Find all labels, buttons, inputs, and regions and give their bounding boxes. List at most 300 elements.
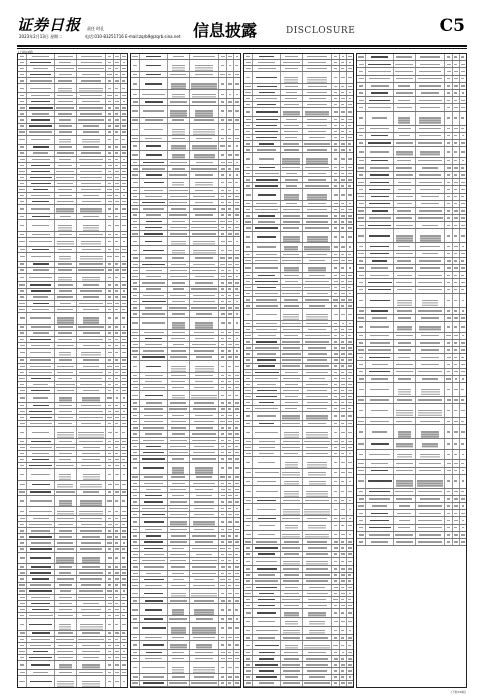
table-cell-text: [255, 347, 279, 348]
table-cell: [460, 376, 466, 382]
table-cell: [394, 294, 416, 307]
table-cell: [281, 445, 303, 450]
table-cell: [106, 553, 113, 564]
table-cell: [168, 444, 190, 449]
table-cell-text: [108, 107, 112, 108]
table-cell-text: [447, 342, 450, 343]
table-cell-text: [246, 323, 249, 324]
table-cell: [357, 279, 366, 285]
table-cell: [106, 576, 113, 581]
table-cell: [253, 232, 281, 243]
table-cell-text: [235, 682, 238, 683]
table-cell-text: [246, 179, 249, 180]
table-cell-text: [20, 269, 24, 270]
table-cell-text: [195, 202, 213, 203]
table-column: [243, 53, 354, 688]
table-cell: [55, 84, 77, 92]
table-cell: [114, 66, 121, 71]
table-cell: [357, 61, 366, 67]
table-cell: [445, 503, 452, 509]
table-cell-text: [447, 142, 450, 143]
table-cell-text: [19, 139, 24, 140]
table-cell: [366, 450, 394, 460]
table-cell: [27, 619, 55, 630]
table-cell-text: [172, 221, 185, 222]
table-cell-text: [235, 600, 239, 601]
table-cell-text: [371, 196, 389, 197]
table-cell: [445, 222, 452, 228]
table-cell-text: [341, 658, 344, 659]
table-cell-text: [418, 142, 441, 143]
table-cell-text: [32, 56, 49, 57]
table-cell: [340, 102, 347, 107]
table-cell: [281, 364, 303, 369]
table-cell-text: [108, 557, 112, 558]
table-cell: [460, 425, 466, 438]
table-cell: [106, 439, 113, 444]
table-cell: [357, 460, 366, 466]
table-cell: [416, 243, 446, 249]
table-cell: [253, 516, 281, 521]
table-row: [357, 475, 466, 489]
table-cell-text: [59, 500, 72, 501]
table-cell: [253, 297, 281, 302]
table-cell: [253, 90, 281, 95]
table-cell-text: [115, 131, 118, 132]
table-cell-text: [30, 584, 51, 585]
table-cell-text: [78, 432, 104, 433]
table-cell: [27, 54, 55, 59]
table-cell: [340, 279, 347, 284]
table-cell: [114, 481, 121, 489]
table-cell-text: [447, 275, 450, 276]
table-cell: [332, 382, 339, 387]
table-cell-text: [122, 107, 125, 108]
table-cell-text: [348, 621, 351, 622]
table-cell: [244, 243, 253, 251]
table-cell-text: [122, 459, 125, 460]
table-cell-text: [309, 481, 326, 482]
table-cell: [253, 279, 281, 284]
table-row: [357, 133, 466, 140]
table-cell: [140, 456, 168, 461]
table-cell-text: [398, 182, 411, 183]
table-cell-text: [235, 427, 238, 428]
table-cell-text: [115, 345, 118, 346]
table-cell-text: [334, 553, 337, 554]
table-cell: [131, 293, 140, 298]
table-cell-text: [145, 138, 163, 139]
table-cell: [18, 528, 27, 533]
table-cell-text: [221, 627, 224, 628]
table-cell: [168, 674, 190, 679]
table-cell-text: [58, 277, 72, 278]
table-cell-text: [142, 282, 165, 283]
table-cell-text: [246, 637, 250, 638]
table-cell: [416, 489, 446, 495]
table-cell-text: [341, 534, 345, 535]
table-cell-text: [228, 208, 231, 209]
table-cell: [253, 573, 281, 578]
table-cell: [253, 225, 281, 230]
table-cell-text: [144, 129, 163, 130]
table-cell: [131, 379, 140, 384]
table-cell-text: [334, 173, 338, 174]
table-cell: [347, 285, 353, 290]
table-cell-text: [285, 525, 298, 526]
table-cell-text: [246, 509, 251, 510]
table-cell-text: [80, 256, 103, 257]
table-cell: [27, 469, 55, 480]
table-row: [357, 539, 466, 546]
table-cell-text: [122, 345, 125, 346]
table-cell-text: [283, 254, 299, 255]
table-cell: [219, 194, 226, 199]
table-cell-text: [59, 474, 71, 475]
table-cell: [340, 656, 347, 661]
table-cell: [303, 219, 333, 224]
table-cell-text: [228, 566, 231, 567]
table-cell: [340, 516, 347, 521]
table-cell: [219, 391, 226, 399]
table-cell-text: [235, 627, 238, 628]
table-cell-text: [245, 92, 250, 93]
table-cell-text: [334, 293, 336, 294]
table-cell: [244, 406, 253, 411]
table-cell: [303, 96, 333, 101]
table-cell: [121, 358, 127, 363]
table-cell: [77, 570, 107, 575]
table-cell: [77, 282, 107, 287]
table-cell: [460, 158, 466, 164]
table-cell: [281, 60, 303, 65]
table-cell: [168, 391, 190, 399]
table-cell-text: [259, 167, 275, 168]
table-cell-text: [419, 470, 442, 471]
table-cell-text: [284, 553, 300, 554]
table-cell-text: [308, 599, 325, 600]
table-cell: [366, 383, 394, 396]
table-cell-text: [359, 389, 364, 390]
table-cell-text: [144, 566, 164, 567]
table-cell-text: [228, 433, 232, 434]
table-cell: [340, 327, 347, 332]
table-cell-text: [221, 101, 224, 102]
table-cell: [190, 400, 220, 405]
table-cell-text: [122, 171, 126, 172]
table-cell: [460, 229, 466, 242]
table-cell: [366, 525, 394, 531]
table-cell-text: [195, 282, 214, 283]
table-cell-text: [228, 270, 231, 271]
table-cell: [244, 451, 253, 456]
table-cell: [106, 481, 113, 489]
table-cell-text: [20, 88, 24, 89]
table-cell: [303, 297, 333, 302]
table-cell-text: [334, 215, 337, 216]
table-row: [357, 425, 466, 439]
table-cell: [227, 219, 234, 224]
table-cell: [131, 311, 140, 316]
table-cell-text: [228, 427, 231, 428]
table-cell-text: [246, 580, 250, 581]
table-cell-text: [396, 92, 413, 93]
table-cell: [357, 361, 366, 367]
table-cell-text: [172, 332, 184, 333]
table-cell-text: [221, 190, 224, 191]
table-cell-text: [108, 159, 111, 160]
table-cell-text: [370, 246, 389, 247]
table-cell-text: [334, 593, 337, 594]
table-cell-text: [396, 463, 413, 464]
table-row: [244, 504, 353, 516]
table-cell-text: [82, 566, 99, 567]
table-cell: [55, 145, 77, 150]
table-cell-text: [221, 501, 224, 502]
table-cell: [340, 72, 347, 83]
table-cell: [340, 333, 347, 338]
table-cell-text: [194, 446, 213, 447]
table-cell: [357, 186, 366, 192]
table-cell-text: [170, 196, 188, 197]
table-cell-text: [258, 275, 274, 276]
table-cell: [253, 96, 281, 101]
table-cell: [416, 287, 446, 293]
table-cell-text: [171, 381, 185, 382]
table-cell: [460, 112, 466, 125]
table-cell-text: [418, 310, 441, 311]
table-cell-text: [108, 201, 112, 202]
table-cell: [106, 445, 113, 450]
table-cell-text: [398, 85, 410, 86]
table-cell: [340, 351, 347, 356]
table-cell: [366, 54, 394, 60]
table-cell-text: [122, 632, 125, 633]
table-cell: [253, 117, 281, 122]
table-cell: [219, 299, 226, 304]
table-cell: [77, 643, 107, 648]
table-cell-text: [122, 303, 126, 304]
table-cell-text: [358, 210, 364, 211]
table-cell-text: [144, 501, 163, 502]
table-cell: [445, 279, 452, 285]
table-cell: [227, 558, 234, 563]
table-cell-text: [454, 454, 457, 455]
table-cell: [332, 498, 339, 503]
table-cell: [332, 333, 339, 338]
table-cell-text: [108, 672, 111, 673]
table-cell: [416, 450, 446, 460]
table-cell-text: [461, 410, 465, 411]
table-cell-text: [146, 74, 161, 75]
table-cell: [131, 546, 140, 551]
table-cell-text: [395, 71, 413, 72]
table-cell: [244, 439, 253, 444]
table-cell: [253, 539, 281, 544]
table-cell-text: [369, 491, 390, 492]
table-cell: [303, 327, 333, 332]
table-cell-text: [115, 597, 118, 598]
table-cell-text: [172, 282, 185, 283]
table-cell: [445, 308, 452, 314]
table-cell: [394, 503, 416, 509]
table-cell-text: [461, 142, 465, 143]
table-cell-text: [256, 77, 277, 78]
table-cell: [106, 463, 113, 468]
table-cell-text: [115, 201, 119, 202]
table-cell-text: [132, 119, 138, 120]
table-cell: [77, 117, 107, 122]
table-cell: [55, 394, 77, 402]
table-cell: [227, 268, 234, 273]
table-cell-text: [170, 110, 187, 111]
table-cell-text: [31, 256, 51, 257]
table-cell-text: [115, 326, 118, 327]
table-cell: [18, 78, 27, 83]
table-cell: [253, 627, 281, 635]
table-cell-text: [83, 657, 100, 658]
table-cell: [114, 268, 121, 273]
table-cell-text: [246, 359, 250, 360]
table-cell-text: [144, 476, 163, 477]
table-cell: [121, 457, 127, 462]
table-cell-text: [20, 542, 24, 543]
table-cell-text: [454, 399, 458, 400]
table-cell: [18, 282, 27, 287]
table-cell-text: [245, 593, 250, 594]
table-cell-text: [192, 145, 217, 146]
table-cell-text: [396, 371, 413, 372]
table-cell: [332, 656, 339, 661]
table-cell: [106, 84, 113, 92]
table-cell-text: [108, 441, 112, 442]
table-cell: [416, 294, 446, 307]
table-cell-text: [191, 395, 217, 396]
table-cell-text: [334, 194, 338, 195]
table-cell: [121, 427, 127, 438]
table-cell-text: [447, 349, 450, 350]
table-cell-text: [221, 609, 224, 610]
table-cell: [445, 425, 452, 438]
table-cell: [131, 136, 140, 141]
table-cell-text: [246, 599, 250, 600]
table-cell-text: [371, 92, 389, 93]
table-cell-text: [195, 489, 213, 490]
table-cell: [244, 232, 253, 243]
table-cell-text: [418, 282, 442, 283]
table-cell-text: [334, 209, 337, 210]
table-cell-text: [172, 182, 184, 183]
table-cell-text: [461, 64, 464, 65]
table-cell-text: [372, 117, 387, 118]
table-cell: [453, 510, 460, 516]
table-cell: [460, 61, 466, 67]
table-cell-text: [56, 447, 74, 448]
table-cell: [55, 415, 77, 420]
table-cell-text: [169, 408, 187, 409]
table-cell: [340, 370, 347, 375]
table-cell-text: [142, 202, 165, 203]
table-cell-text: [341, 287, 345, 288]
table-cell: [303, 333, 333, 338]
table-cell-text: [359, 310, 364, 311]
table-cell: [114, 124, 121, 129]
table-cell-text: [348, 281, 352, 282]
table-cell-text: [20, 216, 24, 217]
table-cell: [281, 141, 303, 146]
table-cell: [106, 516, 113, 521]
table-cell-text: [194, 387, 213, 388]
table-cell: [27, 370, 55, 375]
table-cell: [357, 76, 366, 82]
table-cell-text: [358, 217, 363, 218]
table-cell: [281, 650, 303, 655]
table-cell-text: [348, 423, 352, 424]
table-cell: [190, 662, 220, 673]
table-cell-text: [192, 94, 215, 95]
table-cell-text: [59, 139, 71, 140]
table-cell-text: [78, 119, 104, 120]
table-cell: [332, 406, 339, 411]
table-cell-text: [235, 421, 238, 422]
table-cell: [244, 641, 253, 649]
table-cell-text: [115, 339, 118, 340]
table-cell-text: [341, 682, 345, 683]
table-cell: [114, 238, 121, 246]
table-cell-text: [447, 300, 451, 301]
table-cell: [347, 591, 353, 596]
table-cell-text: [192, 433, 217, 434]
table-cell-text: [133, 554, 138, 555]
table-cell-text: [192, 221, 216, 222]
table-cell: [445, 475, 452, 488]
table-cell-text: [83, 359, 99, 360]
table-cell-text: [171, 476, 185, 477]
table-row: [244, 72, 353, 84]
table-cell: [55, 540, 77, 545]
table-cell: [253, 147, 281, 152]
table-cell-text: [447, 151, 450, 152]
table-cell: [460, 525, 466, 531]
table-cell: [18, 349, 27, 357]
table-cell-text: [83, 131, 99, 132]
table-cell-text: [359, 357, 364, 358]
continued-footer: (下转C6版): [450, 690, 466, 694]
table-cell: [131, 78, 140, 89]
table-cell-text: [132, 476, 137, 477]
table-cell-text: [115, 269, 119, 270]
table-cell-text: [115, 189, 119, 190]
table-cell-text: [195, 652, 213, 653]
table-cell-text: [307, 518, 327, 519]
table-cell-text: [115, 241, 118, 242]
table-cell-text: [144, 521, 164, 522]
table-cell-text: [307, 293, 328, 294]
table-cell-text: [145, 529, 161, 530]
table-cell: [453, 165, 460, 171]
table-cell: [445, 496, 452, 502]
table-cell-text: [221, 202, 225, 203]
table-cell: [55, 130, 77, 135]
table-cell: [234, 318, 240, 329]
table-cell: [460, 475, 466, 488]
table-cell: [18, 589, 27, 594]
table-cell: [460, 54, 466, 60]
table-cell-text: [142, 168, 165, 169]
table-cell-text: [19, 590, 25, 591]
table-cell: [168, 583, 190, 588]
table-cell-text: [454, 410, 457, 411]
